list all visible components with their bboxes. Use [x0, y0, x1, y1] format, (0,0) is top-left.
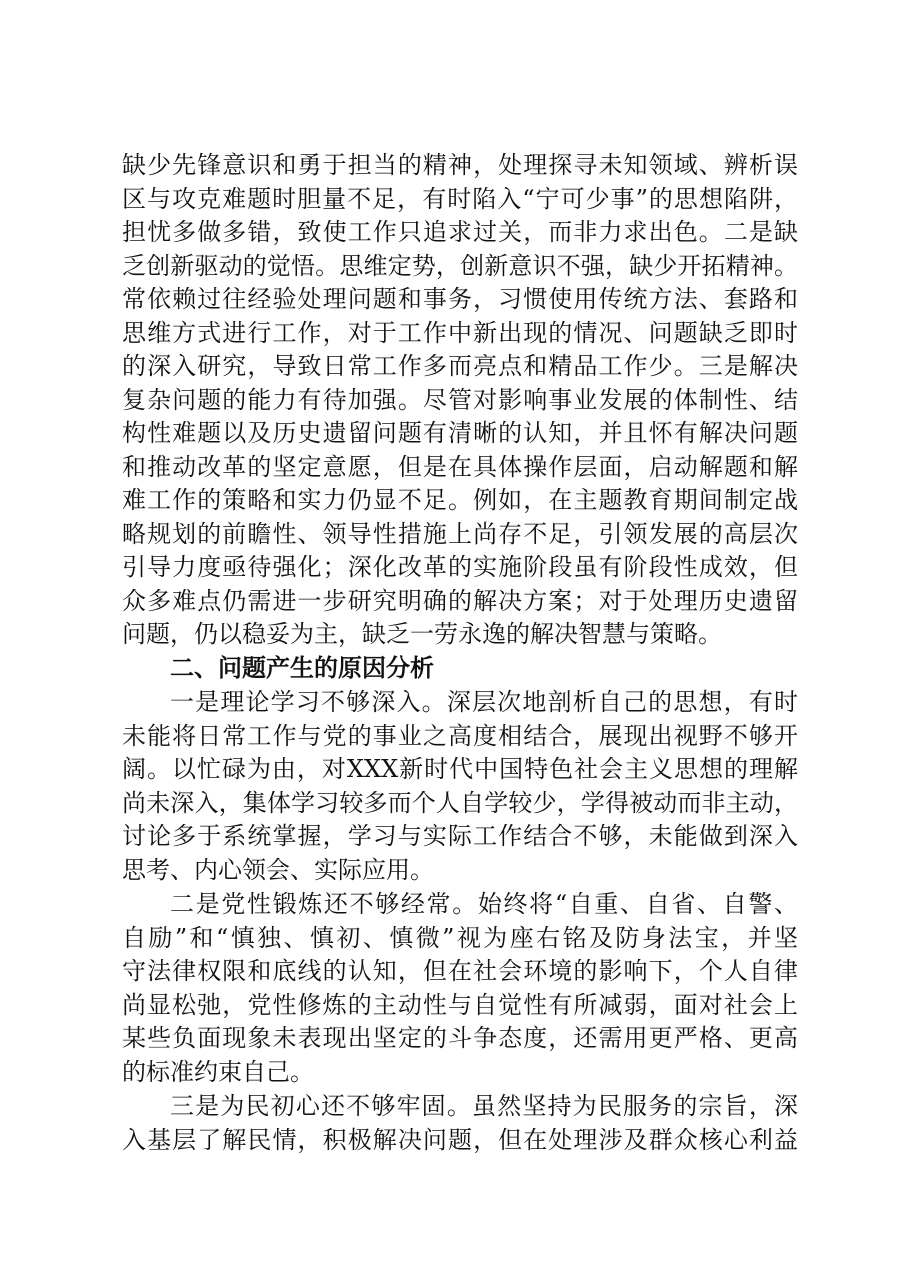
paragraph-line: 自励”和“慎独、慎初、慎微”视为座右铭及防身法宝，并坚 — [122, 923, 798, 952]
paragraph-line: 三是为民初心还不够牢固。虽然坚持为民服务的宗旨，深 — [170, 1092, 798, 1120]
paragraph-line: 阔。以忙碌为由，对XXX新时代中国特色社会主义思想的理解 — [122, 755, 798, 783]
paragraph-line: 的深入研究，导致日常工作多而亮点和精品工作少。三是解决 — [122, 352, 798, 380]
paragraph-line: 构性难题以及历史遗留问题有清晰的认知，并且怀有解决问题 — [122, 419, 798, 447]
paragraph-line: 入基层了解民情，积极解决问题，但在处理涉及群众核心利益 — [122, 1125, 798, 1154]
paragraph-line: 常依赖过往经验处理问题和事务，习惯使用传统方法、套路和 — [122, 285, 798, 313]
paragraph-line: 复杂问题的能力有待加强。尽管对影响事业发展的体制性、结 — [122, 385, 798, 414]
paragraph-line: 问题，仍以稳妥为主，缺乏一劳永逸的解决智慧与策略。 — [122, 620, 722, 648]
paragraph-line: 某些负面现象未表现出坚定的斗争态度，还需用更严格、更高 — [122, 1024, 798, 1052]
paragraph-line: 守法律权限和底线的认知，但在社会环境的影响下，个人自律 — [122, 957, 798, 985]
paragraph-line: 略规划的前瞻性、领导性措施上尚存不足，引领发展的高层次 — [122, 519, 798, 548]
paragraph-line: 尚未深入，集体学习较多而个人自学较少，学得被动而非主动， — [122, 788, 798, 817]
paragraph-line: 讨论多于系统掌握，学习与实际工作结合不够，未能做到深入 — [122, 822, 798, 850]
paragraph-line: 思考、内心领会、实际应用。 — [122, 855, 434, 884]
section-heading: 二、问题产生的原因分析 — [170, 654, 434, 682]
paragraph-line: 担忧多做多错，致使工作只追求过关，而非力求出色。二是缺 — [122, 218, 798, 246]
paragraph-line: 难工作的策略和实力仍显不足。例如，在主题教育期间制定战 — [122, 486, 798, 514]
paragraph-line: 二是党性锻炼还不够经常。始终将“自重、自省、自警、 — [170, 890, 798, 918]
paragraph-line: 和推动改革的坚定意愿，但是在具体操作层面，启动解题和解 — [122, 452, 798, 481]
paragraph-line: 区与攻克难题时胆量不足，有时陷入“宁可少事”的思想陷阱， — [122, 184, 798, 213]
paragraph-line: 缺少先锋意识和勇于担当的精神，处理探寻未知领域、辨析误 — [122, 151, 798, 179]
paragraph-line: 引导力度亟待强化；深化改革的实施阶段虽有阶段性成效，但 — [122, 553, 798, 581]
paragraph-line: 思维方式进行工作，对于工作中新出现的情况、问题缺乏即时 — [122, 318, 798, 347]
paragraph-line: 未能将日常工作与党的事业之高度相结合，展现出视野不够开 — [122, 721, 798, 750]
paragraph-line: 乏创新驱动的觉悟。思维定势，创新意识不强，缺少开拓精神。 — [122, 251, 798, 280]
paragraph-line: 尚显松弛，党性修炼的主动性与自觉性有所减弱，面对社会上 — [122, 990, 798, 1019]
paragraph-line: 的标准约束自己。 — [122, 1057, 314, 1086]
paragraph-line: 一是理论学习不够深入。深层次地剖析自己的思想，有时 — [170, 688, 798, 716]
paragraph-line: 众多难点仍需进一步研究明确的解决方案；对于处理历史遗留 — [122, 586, 798, 615]
